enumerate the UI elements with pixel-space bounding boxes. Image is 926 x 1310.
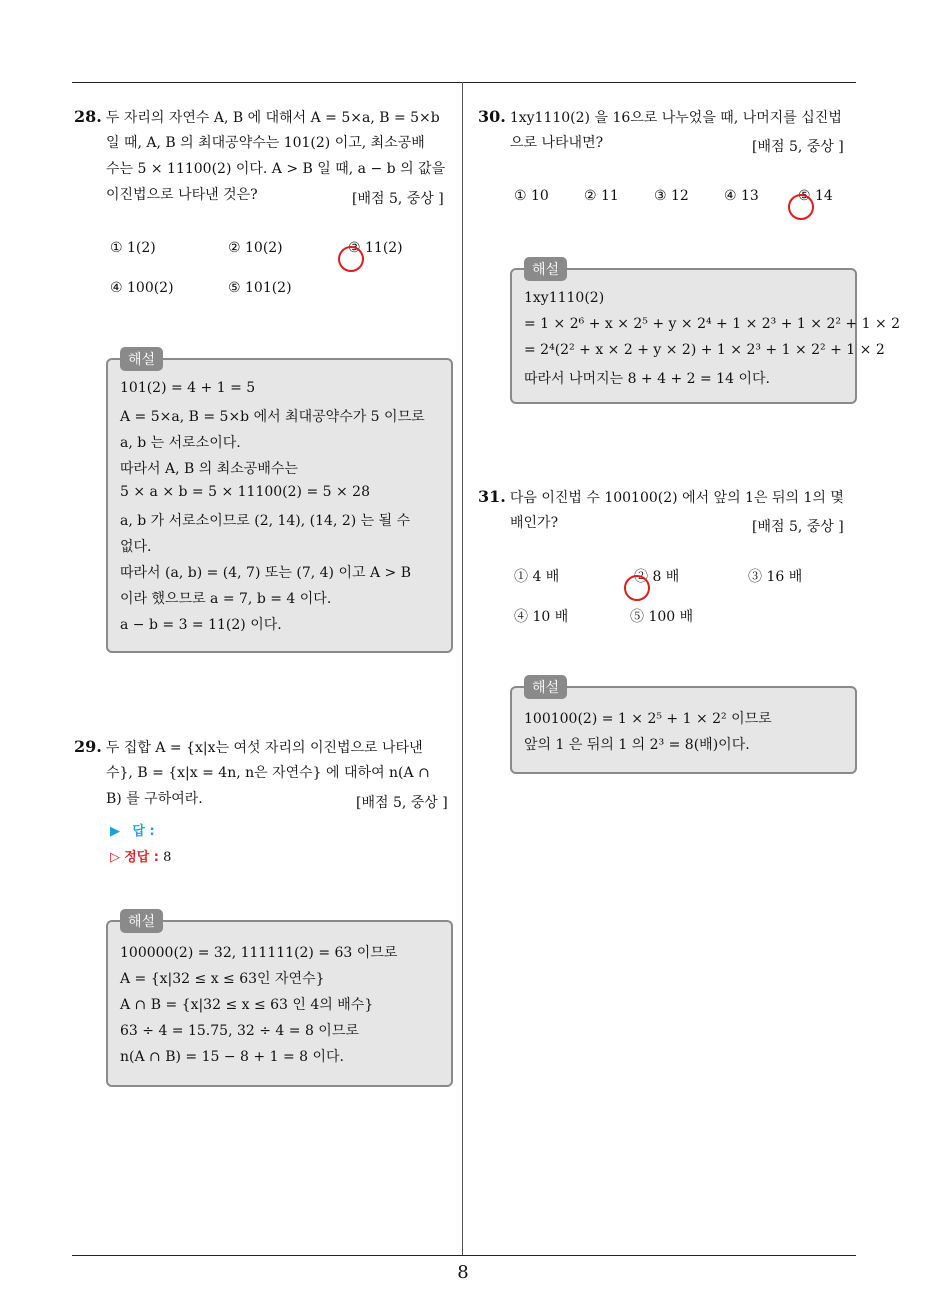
q31-explanation-box — [510, 680, 857, 774]
explanation-line: n(A ∩ B) = 15 − 8 + 1 = 8 이다. — [120, 1049, 344, 1065]
explanation-line: 101(2) = 4 + 1 = 5 — [120, 380, 256, 396]
q28-line1: 28. 두 자리의 자연수 A, B 에 대해서 A = 5×a, B = 5×b — [74, 107, 440, 126]
explanation-line: 이라 했으므로 a = 7, b = 4 이다. — [120, 591, 332, 607]
explanation-line: 1xy1110(2) — [524, 290, 605, 306]
q31-number: 31. — [478, 487, 506, 506]
column-divider — [462, 82, 463, 1255]
q31-choice-2[interactable]: ② 8 배 — [634, 569, 680, 585]
q28-score-meta: [배점 5, 중상 ] — [352, 191, 444, 207]
q30-choice-5[interactable]: ⑤ 14 — [798, 188, 833, 204]
q28-choice-3[interactable]: ③ 11(2) — [348, 240, 403, 256]
q29-line1: 29. 두 집합 A = {x|x는 여섯 자리의 이진법으로 나타낸 — [74, 737, 423, 756]
bottom-rule — [72, 1255, 856, 1256]
answer-input-row[interactable]: ▶ 답 : — [110, 824, 155, 839]
q28-explanation-box — [106, 352, 453, 653]
correct-answer-row: ▷ 정답 : 8 — [110, 850, 172, 865]
q28-choice-5[interactable]: ⑤ 101(2) — [228, 280, 292, 296]
q29-line3: B) 를 구하여라. — [106, 791, 203, 807]
q28-line3: 수는 5 × 11100(2) 이다. A > B 일 때, a − b 의 값을 — [106, 161, 446, 177]
q28-number: 28. — [74, 107, 102, 126]
q30-score-meta: [배점 5, 중상 ] — [752, 139, 844, 155]
q29-number: 29. — [74, 737, 102, 756]
q31-choice-3[interactable]: ③ 16 배 — [748, 569, 803, 585]
explanation-line: a − b = 3 = 11(2) 이다. — [120, 617, 282, 633]
q28-line2: 일 때, A, B 의 최대공약수는 101(2) 이고, 최소공배 — [106, 135, 425, 151]
explanation-line: A = {x|32 ≤ x ≤ 63인 자연수} — [120, 971, 325, 987]
q31-line2: 배인가? — [510, 515, 559, 531]
explanation-label: 해설 — [524, 257, 567, 281]
q29-explanation-box — [106, 914, 453, 1087]
explanation-line: a, b 는 서로소이다. — [120, 435, 241, 451]
q30-choice-3[interactable]: ③ 12 — [654, 188, 689, 204]
explanation-line: 앞의 1 은 뒤의 1 의 2³ = 8(배)이다. — [524, 737, 750, 753]
q28-choice-2[interactable]: ② 10(2) — [228, 240, 283, 256]
page-number: 8 — [457, 1262, 469, 1283]
q30-choice-2[interactable]: ② 11 — [584, 188, 619, 204]
q30-choice-1[interactable]: ① 10 — [514, 188, 549, 204]
q28-line4: 이진법으로 나타낸 것은? — [106, 187, 258, 203]
explanation-label: 해설 — [120, 347, 163, 371]
q30-choice-4[interactable]: ④ 13 — [724, 188, 759, 204]
q30-explanation-box — [510, 262, 901, 404]
q31-choice-1[interactable]: ① 4 배 — [514, 569, 560, 585]
explanation-line: 없다. — [120, 539, 152, 555]
explanation-line: 따라서 (a, b) = (4, 7) 또는 (7, 4) 이고 A > B — [120, 565, 411, 581]
explanation-label: 해설 — [524, 675, 567, 699]
q28-choice-4[interactable]: ④ 100(2) — [110, 280, 174, 296]
correct-answer-value: 8 — [163, 850, 172, 865]
q31-choice-4[interactable]: ④ 10 배 — [514, 609, 569, 625]
explanation-line: 따라서 나머지는 8 + 4 + 2 = 14 이다. — [524, 371, 770, 387]
q30-number: 30. — [478, 107, 506, 126]
explanation-line: 5 × a × b = 5 × 11100(2) = 5 × 28 — [120, 484, 370, 500]
correct-arrow-icon: ▷ — [110, 850, 120, 865]
q29-line2: 수}, B = {x|x = 4n, n은 자연수} 에 대하여 n(A ∩ — [106, 765, 430, 781]
q29-score-meta: [배점 5, 중상 ] — [356, 795, 448, 811]
explanation-line: 따라서 A, B 의 최소공배수는 — [120, 461, 298, 477]
explanation-line: = 2⁴(2² + x × 2 + y × 2) + 1 × 2³ + 1 × 2² + 1 × 2 — [524, 342, 885, 358]
explanation-line: = 1 × 2⁶ + x × 2⁵ + y × 2⁴ + 1 × 2³ + 1 × 2² + 1 × 2 — [524, 316, 901, 332]
explanation-line: 63 ÷ 4 = 15.75, 32 ÷ 4 = 8 이므로 — [120, 1023, 359, 1039]
explanation-line: 100100(2) = 1 × 2⁵ + 1 × 2² 이므로 — [524, 711, 772, 727]
explanation-line: A ∩ B = {x|32 ≤ x ≤ 63 인 4의 배수} — [120, 997, 374, 1013]
answer-arrow-icon: ▶ — [110, 824, 120, 839]
q30-line1: 30. 1xy1110(2) 을 16으로 나누었을 때, 나머지를 십진법 — [478, 107, 842, 126]
explanation-line: 100000(2) = 32, 111111(2) = 63 이므로 — [120, 945, 398, 961]
q31-line1: 31. 다음 이진법 수 100100(2) 에서 앞의 1은 뒤의 1의 몇 — [478, 487, 844, 506]
q31-score-meta: [배점 5, 중상 ] — [752, 519, 844, 535]
explanation-line: A = 5×a, B = 5×b 에서 최대공약수가 5 이므로 — [120, 409, 425, 425]
explanation-label: 해설 — [120, 909, 163, 933]
q31-choice-5[interactable]: ⑤ 100 배 — [630, 609, 694, 625]
top-rule — [72, 82, 856, 83]
q30-line2: 으로 나타내면? — [510, 135, 604, 151]
explanation-line: a, b 가 서로소이므로 (2, 14), (14, 2) 는 될 수 — [120, 513, 411, 529]
q28-choice-1[interactable]: ① 1(2) — [110, 240, 156, 256]
